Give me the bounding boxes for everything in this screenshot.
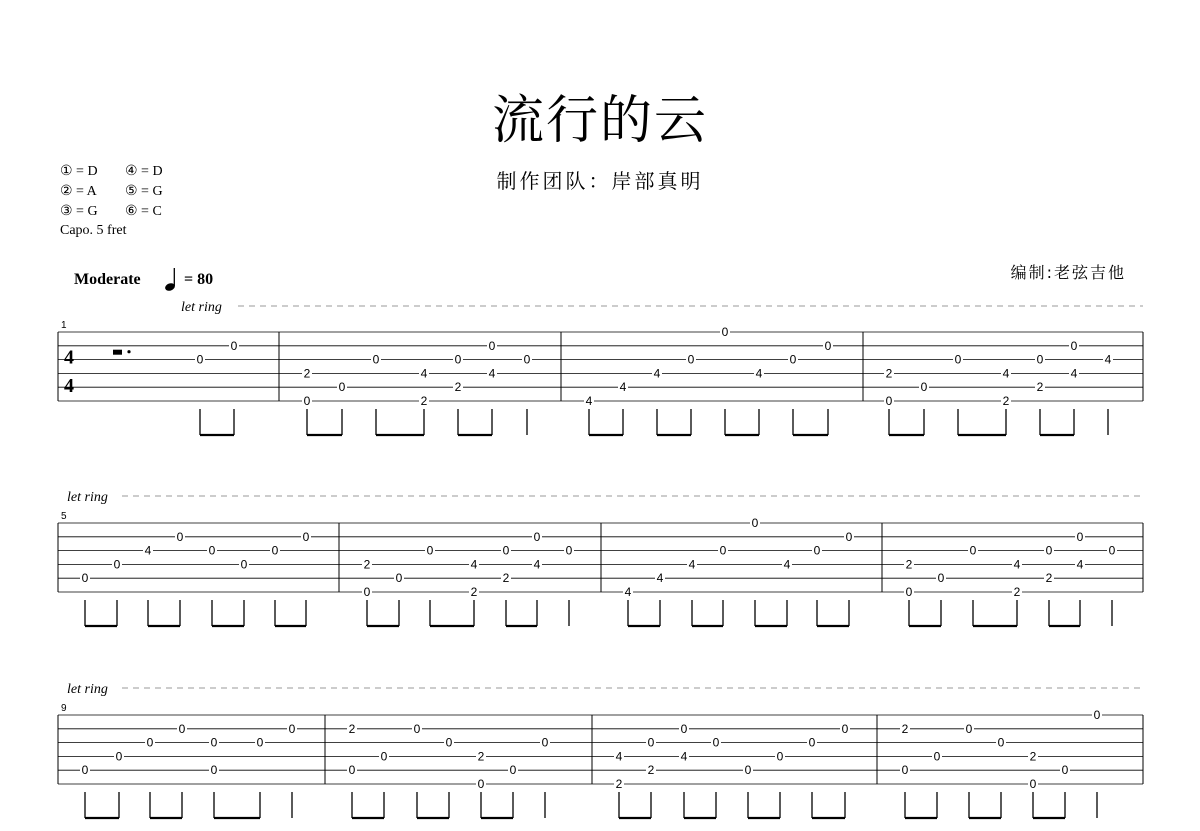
fret-number: 2 xyxy=(885,366,893,381)
fret-number: 0 xyxy=(178,721,186,736)
tuning-string-5: ⑤ = G xyxy=(125,184,163,199)
fret-number: 0 xyxy=(230,338,238,353)
fret-number: 0 xyxy=(210,735,218,750)
fret-number: 0 xyxy=(146,735,154,750)
fret-number: 0 xyxy=(937,571,945,586)
fret-number: 0 xyxy=(885,394,893,408)
capo-info: Capo. 5 fret xyxy=(60,223,127,238)
fret-number: 2 xyxy=(1013,585,1021,599)
fret-number: 0 xyxy=(477,777,485,791)
fret-number: 0 xyxy=(523,352,531,367)
let-ring-label: let ring xyxy=(181,300,222,315)
measure-number: 5 xyxy=(61,511,67,522)
fret-number: 2 xyxy=(901,721,909,736)
fret-number: 4 xyxy=(653,366,661,381)
fret-number: 2 xyxy=(1045,571,1053,586)
fret-number: 0 xyxy=(808,735,816,750)
fret-number: 4 xyxy=(488,366,496,381)
measure-number: 9 xyxy=(61,703,67,714)
fret-number: 0 xyxy=(744,763,752,778)
fret-number: 4 xyxy=(420,366,428,381)
fret-number: 0 xyxy=(901,763,909,778)
fret-number: 4 xyxy=(470,557,478,572)
fret-number: 0 xyxy=(813,543,821,558)
fret-number: 2 xyxy=(477,749,485,764)
fret-number: 0 xyxy=(196,352,204,367)
fret-number: 0 xyxy=(933,749,941,764)
fret-number: 4 xyxy=(656,571,664,586)
fret-number: 4 xyxy=(619,380,627,395)
fret-number: 0 xyxy=(372,352,380,367)
fret-number: 4 xyxy=(615,749,623,764)
fret-number: 0 xyxy=(81,571,89,586)
fret-number: 4 xyxy=(533,557,541,572)
fret-number: 0 xyxy=(348,763,356,778)
fret-number: 4 xyxy=(1104,352,1112,367)
fret-number: 2 xyxy=(502,571,510,586)
fret-number: 2 xyxy=(303,366,311,381)
fret-number: 0 xyxy=(1036,352,1044,367)
tuning-string-2: ② = A xyxy=(60,184,97,199)
fret-number: 0 xyxy=(541,735,549,750)
fret-number: 4 xyxy=(585,394,593,408)
fret-number: 0 xyxy=(240,557,248,572)
fret-number: 0 xyxy=(81,763,89,778)
fret-number: 0 xyxy=(969,543,977,558)
fret-number: 4 xyxy=(624,585,632,599)
fret-number: 0 xyxy=(954,352,962,367)
fret-number: 0 xyxy=(208,543,216,558)
fret-number: 4 xyxy=(1070,366,1078,381)
fret-number: 0 xyxy=(445,735,453,750)
fret-number: 2 xyxy=(647,763,655,778)
fret-number: 0 xyxy=(1061,763,1069,778)
fret-number: 4 xyxy=(144,543,152,558)
fret-number: 0 xyxy=(1076,529,1084,544)
fret-number: 0 xyxy=(413,721,421,736)
fret-number: 0 xyxy=(502,543,510,558)
arranger-credit: 编制:老弦吉他 xyxy=(1010,263,1126,282)
fret-number: 0 xyxy=(905,585,913,599)
fret-number: 0 xyxy=(338,380,346,395)
fret-number: 2 xyxy=(470,585,478,599)
fret-number: 0 xyxy=(712,735,720,750)
fret-number: 0 xyxy=(721,325,729,339)
fret-number: 2 xyxy=(454,380,462,395)
tuning-string-1: ① = D xyxy=(60,164,98,179)
fret-number: 0 xyxy=(113,557,121,572)
fret-number: 0 xyxy=(302,529,310,544)
fret-number: 0 xyxy=(1045,543,1053,558)
fret-number: 0 xyxy=(845,529,853,544)
fret-number: 2 xyxy=(1036,380,1044,395)
fret-number: 0 xyxy=(395,571,403,586)
fret-number: 0 xyxy=(256,735,264,750)
song-title: 流行的云 xyxy=(491,91,708,151)
fret-number: 2 xyxy=(420,394,428,408)
fret-number: 0 xyxy=(920,380,928,395)
time-signature-bottom: 4 xyxy=(64,375,74,398)
fret-number: 0 xyxy=(210,763,218,778)
fret-number: 0 xyxy=(997,735,1005,750)
half-rest xyxy=(113,350,122,355)
fret-number: 4 xyxy=(783,557,791,572)
fret-number: 0 xyxy=(789,352,797,367)
let-ring-label: let ring xyxy=(67,682,108,697)
composer-credit: 制作团队：岸部真明 xyxy=(496,169,704,193)
fret-number: 4 xyxy=(1013,557,1021,572)
tuning-string-6: ⑥ = C xyxy=(125,204,162,219)
fret-number: 0 xyxy=(719,543,727,558)
fret-number: 0 xyxy=(380,749,388,764)
fret-number: 0 xyxy=(363,585,371,599)
fret-number: 0 xyxy=(965,721,973,736)
fret-number: 0 xyxy=(687,352,695,367)
fret-number: 0 xyxy=(488,338,496,353)
fret-number: 0 xyxy=(509,763,517,778)
fret-number: 0 xyxy=(1070,338,1078,353)
fret-number: 0 xyxy=(426,543,434,558)
tuning-string-3: ③ = G xyxy=(60,204,98,219)
fret-number: 0 xyxy=(1029,777,1037,791)
fret-number: 0 xyxy=(288,721,296,736)
fret-number: 4 xyxy=(680,749,688,764)
fret-number: 0 xyxy=(647,735,655,750)
fret-number: 0 xyxy=(1108,543,1116,558)
let-ring-label: let ring xyxy=(67,490,108,505)
fret-number: 4 xyxy=(688,557,696,572)
fret-number: 4 xyxy=(1002,366,1010,381)
fret-number: 2 xyxy=(1002,394,1010,408)
tuning-string-4: ④ = D xyxy=(125,164,163,179)
fret-number: 0 xyxy=(454,352,462,367)
fret-number: 4 xyxy=(755,366,763,381)
time-signature-top: 4 xyxy=(64,346,74,369)
fret-number: 0 xyxy=(303,394,311,408)
fret-number: 0 xyxy=(841,721,849,736)
fret-number: 4 xyxy=(1076,557,1084,572)
fret-number: 0 xyxy=(271,543,279,558)
fret-number: 0 xyxy=(176,529,184,544)
fret-number: 0 xyxy=(565,543,573,558)
tempo-value: = 80 xyxy=(184,271,214,288)
rest-dot xyxy=(127,350,130,353)
fret-number: 0 xyxy=(776,749,784,764)
fret-number: 2 xyxy=(348,721,356,736)
fret-number: 2 xyxy=(1029,749,1037,764)
fret-number: 2 xyxy=(363,557,371,572)
fret-number: 0 xyxy=(533,529,541,544)
fret-number: 0 xyxy=(1093,708,1101,722)
fret-number: 0 xyxy=(115,749,123,764)
fret-number: 2 xyxy=(905,557,913,572)
fret-number: 0 xyxy=(824,338,832,353)
measure-number: 1 xyxy=(61,320,67,331)
tempo-label: Moderate xyxy=(74,271,141,288)
fret-number: 2 xyxy=(615,777,623,791)
fret-number: 0 xyxy=(680,721,688,736)
fret-number: 0 xyxy=(751,516,759,530)
